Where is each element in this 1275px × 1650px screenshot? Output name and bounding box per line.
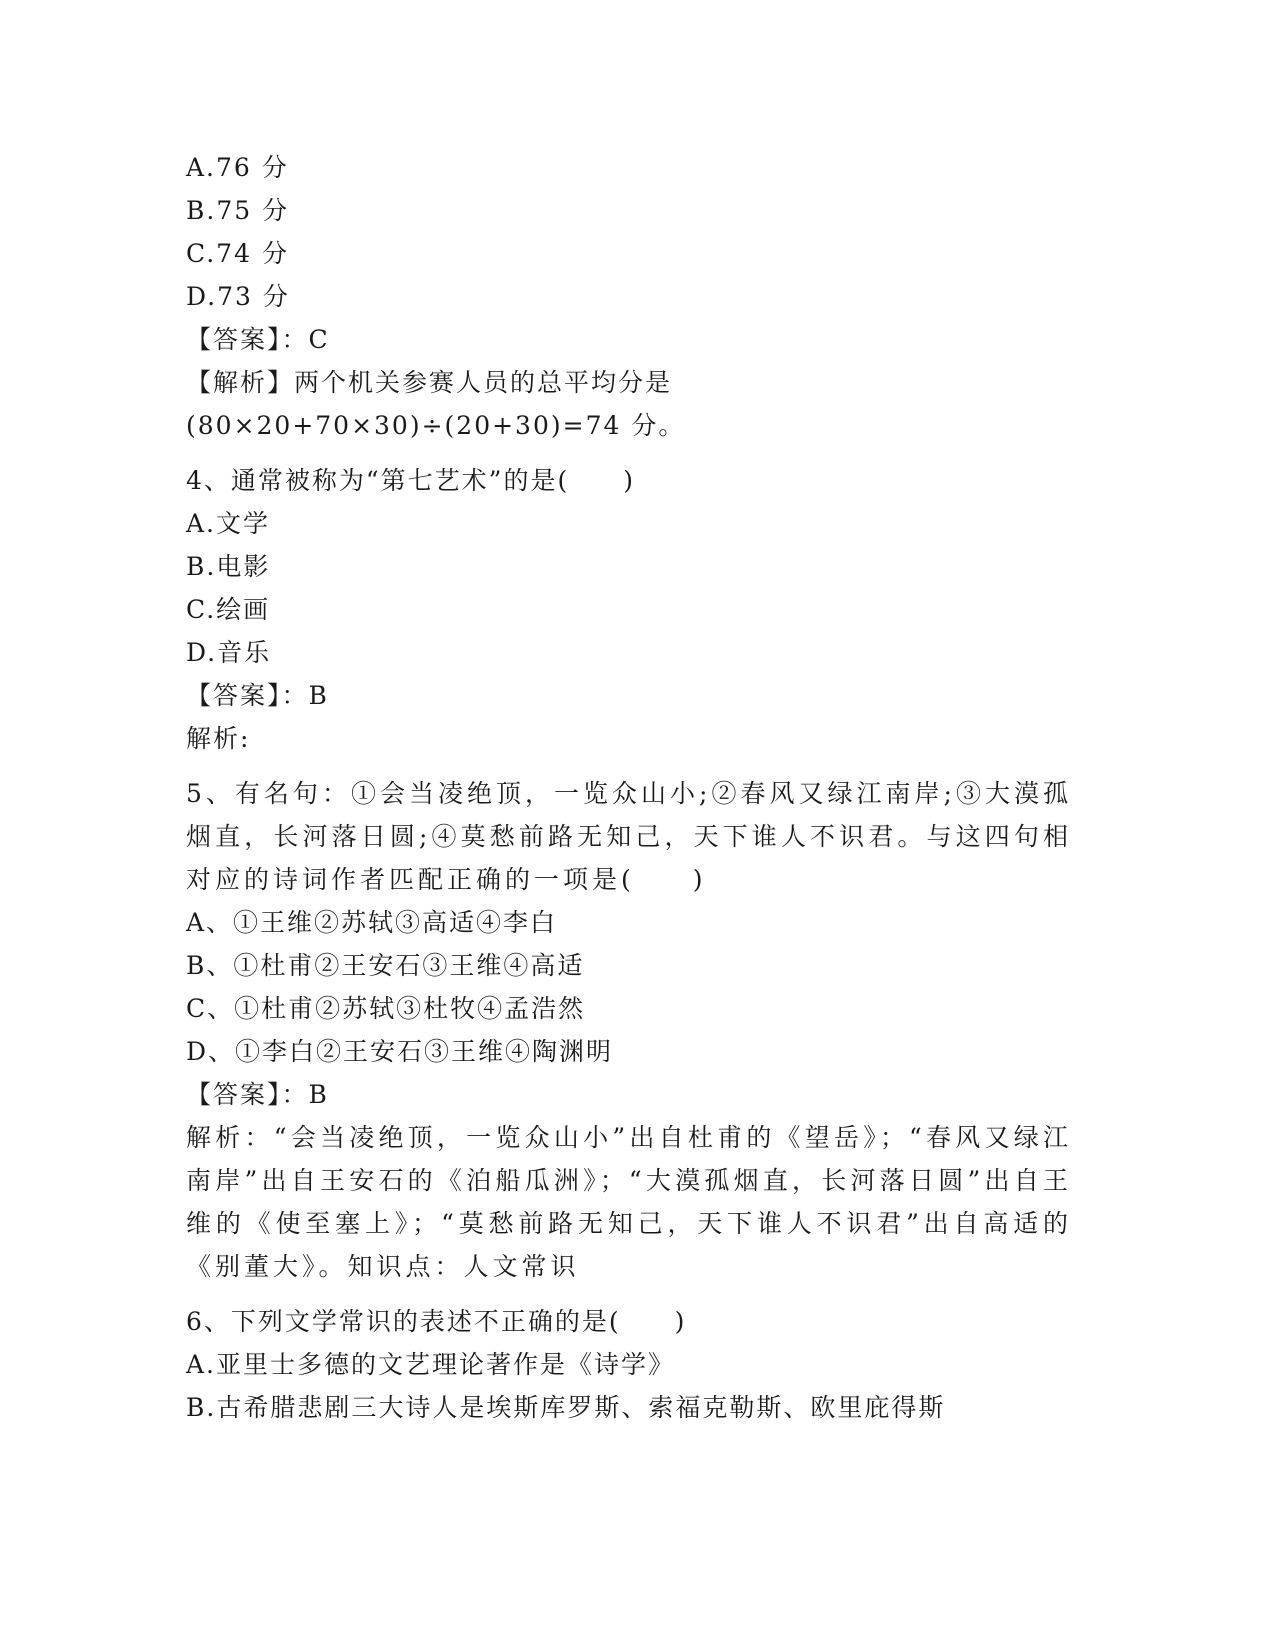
q6-stem: 6、下列文学常识的表述不正确的是( ) (186, 1307, 687, 1336)
q4-option-b: B.电影 (186, 552, 271, 581)
q3-option-b: B.75 分 (186, 196, 290, 225)
q5-stem: 5、有名句：①会当凌绝顶，一览众山小;②春风又绿江南岸;③大漠孤烟直，长河落日圆;④莫愁前路无知己，天下谁人不识君。与这四句相对应的诗词作者匹配正确的一项是( ) (186, 779, 1072, 894)
q5-option-b: B、①杜甫②王安石③王维④高适 (186, 951, 585, 980)
q3-analysis-line2: (80×20+70×30)÷(20+30)=74 分。 (186, 411, 686, 440)
q3-option-d: D.73 分 (186, 282, 290, 311)
q6-option-b: B.古希腊悲剧三大诗人是埃斯库罗斯、索福克勒斯、欧里庇得斯 (186, 1393, 946, 1422)
q4-option-c: C.绘画 (186, 595, 271, 624)
spacer (186, 447, 1086, 459)
q4-stem: 4、通常被称为“第七艺术”的是( ) (186, 466, 635, 495)
q3-answer: 【答案】：C (186, 325, 330, 354)
q3-option-a: A.76 分 (186, 153, 289, 182)
q3-analysis-line1: 【解析】两个机关参赛人员的总平均分是 (186, 368, 673, 397)
q4-option-a: A.文学 (186, 509, 271, 538)
q5-option-c: C、①杜甫②苏轼③杜牧④孟浩然 (186, 994, 586, 1023)
spacer (186, 760, 1086, 772)
q5-option-a: A、①王维②苏轼③高适④李白 (186, 908, 558, 937)
q5-option-d: D、①李白②王安石③王维④陶渊明 (186, 1037, 614, 1066)
q4-answer: 【答案】：B (186, 681, 329, 710)
q5-answer: 【答案】：B (186, 1080, 329, 1109)
spacer (186, 1288, 1086, 1300)
q4-option-d: D.音乐 (186, 638, 272, 667)
q5-analysis: 解析：“会当凌绝顶，一览众山小”出自杜甫的《望岳》；“春风又绿江南岸”出自王安石的《泊船瓜洲》；“大漠孤烟直，长河落日圆”出自王维的《使至塞上》；“莫愁前路无知己，天下谁人不识君”出自高适的《别董大》。知识点：人文常识 (186, 1123, 1072, 1281)
q4-analysis: 解析: (186, 724, 251, 753)
q3-option-c: C.74 分 (186, 239, 289, 268)
document-content (186, 146, 1086, 1429)
q6-option-a: A.亚里士多德的文艺理论著作是《诗学》 (186, 1350, 676, 1379)
